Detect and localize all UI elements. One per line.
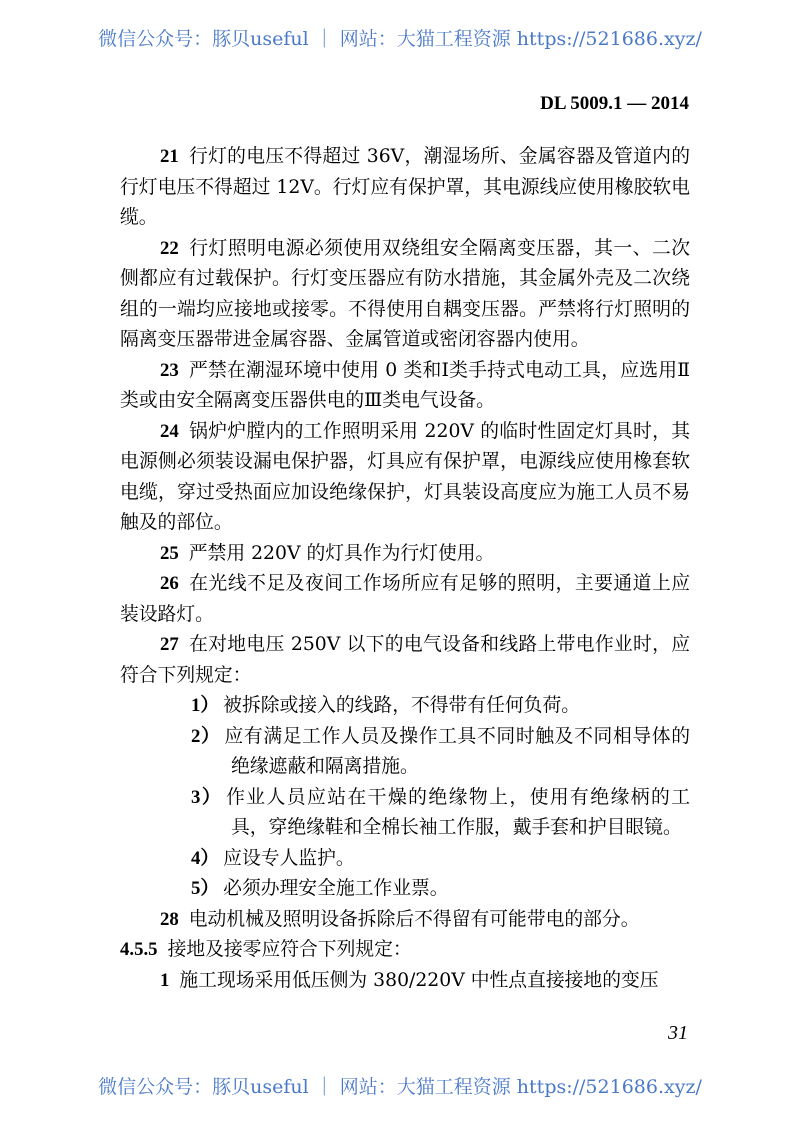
clause-number: 25 (160, 542, 179, 564)
subclause-text: 应设专人监护。 (223, 847, 355, 869)
clause-text: 在光线不足及夜间工作场所应有足够的照明，主要通道上应装设路灯。 (120, 573, 690, 625)
section-clause-1 (120, 966, 690, 997)
clause-number: 26 (160, 573, 179, 594)
subclause-number: 5） (191, 878, 220, 899)
page-number: 31 (668, 1022, 688, 1044)
watermark-top: 微信公众号：豚贝useful ｜ 网站：大猫工程资源 https://521686.xyz/ (98, 28, 702, 50)
section-number: 4.5.5 (120, 939, 158, 960)
subclause-number: 1） (191, 695, 220, 716)
document-code: DL 5009.1 — 2014 (540, 93, 689, 114)
subclause-3 (120, 783, 690, 844)
clause-text: 严禁在潮湿环境中使用 0 类和Ⅰ类手持式电动工具，应选用Ⅱ类或由安全隔离变压器供电的Ⅲ类电气设备。 (120, 359, 690, 411)
section-text: 接地及接零应符合下列规定： (167, 939, 412, 960)
clause-23 (120, 356, 690, 417)
clause-number: 22 (160, 237, 179, 259)
clause-number: 21 (160, 146, 179, 167)
subclause-text: 必须办理安全施工作业票。 (223, 878, 449, 899)
subclause-5 (120, 874, 690, 905)
clause-28 (120, 905, 690, 936)
clause-text: 锅炉炉膛内的工作照明采用 220V 的临时性固定灯具时，其电源侧必须装设漏电保护器，灯具应有保护罩，电源线应使用橡套软电缆，穿过受热面应加设绝缘保护，灯具装设高度应为施工人员不易触及的部位。 (120, 420, 690, 533)
subclause-text: 被拆除或接入的线路，不得带有任何负荷。 (223, 695, 581, 716)
subclause-number: 4） (191, 847, 220, 869)
clause-text: 在对地电压 250V 以下的电气设备和线路上带电作业时，应符合下列规定： (120, 634, 690, 686)
subclause-text: 应有满足工作人员及操作工具不同时触及不同相导体的绝缘遮蔽和隔离措施。 (224, 725, 691, 777)
document-body (120, 142, 690, 996)
clause-number: 1 (160, 969, 170, 991)
subclause-text: 作业人员应站在干燥的绝缘物上，使用有绝缘柄的工具，穿绝缘鞋和全棉长袖工作服，戴手套和护目眼镜。 (226, 786, 690, 838)
subclause-number: 3） (191, 786, 223, 808)
clause-25 (120, 539, 690, 570)
clause-22 (120, 234, 690, 356)
subclause-4 (120, 844, 690, 875)
clause-24 (120, 417, 690, 539)
clause-text: 行灯的电压不得超过 36V，潮湿场所、金属容器及管道内的行灯电压不得超过 12V。行灯应有保护罩，其电源线应使用橡胶软电缆。 (120, 146, 690, 228)
clause-number: 28 (160, 908, 179, 930)
clause-number: 23 (160, 359, 179, 381)
clause-text: 电动机械及照明设备拆除后不得留有可能带电的部分。 (188, 908, 640, 930)
subclause-number: 2） (191, 725, 221, 747)
section-4-5-5 (120, 935, 690, 966)
watermark-bottom: 微信公众号：豚贝useful ｜ 网站：大猫工程资源 https://521686.xyz/ (98, 1076, 702, 1098)
clause-number: 24 (160, 420, 179, 442)
clause-21 (120, 142, 690, 234)
clause-text: 严禁用 220V 的灯具作为行灯使用。 (188, 542, 495, 564)
clause-27 (120, 630, 690, 691)
clause-text: 行灯照明电源必须使用双绕组安全隔离变压器，其一、二次侧都应有过载保护。行灯变压器应有防水措施，其金属外壳及二次绕组的一端均应接地或接零。不得使用自耦变压器。严禁将行灯照明的隔离变压器带进金属容器、金属管道或密闭容器内使用。 (120, 237, 690, 350)
subclause-1 (120, 691, 690, 722)
clause-text: 施工现场采用低压侧为 380/220V 中性点直接接地的变压 (179, 969, 659, 991)
subclause-2 (120, 722, 690, 783)
clause-number: 27 (160, 634, 179, 655)
clause-26 (120, 569, 690, 630)
